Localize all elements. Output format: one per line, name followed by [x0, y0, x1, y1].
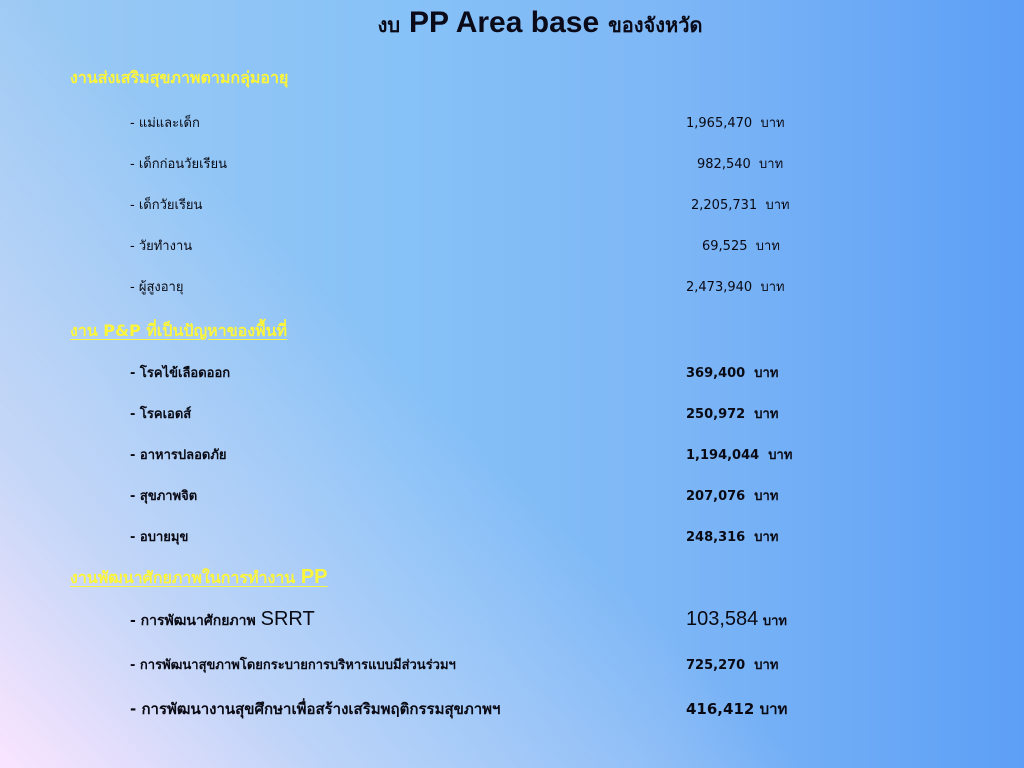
budget-item-amount: 103,584 บาท [686, 608, 787, 630]
budget-item-label: - อบายมุข [130, 530, 189, 545]
budget-row [0, 608, 1024, 632]
slide-title [0, 6, 1024, 41]
budget-item-amount: 1,965,470 บาท [686, 116, 785, 131]
budget-item-label: - วัยทำงาน [130, 239, 193, 254]
budget-item-amount: 1,194,044 บาท [686, 448, 793, 463]
budget-item-amount: 369,400 บาท [686, 366, 779, 381]
budget-item-label: - แม่และเด็ก [130, 116, 200, 131]
budget-item-label: - ผู้สูงอายุ [130, 280, 184, 295]
budget-item-label: - โรคไข้เลือดออก [130, 366, 231, 381]
section-heading-age-groups: งานส่งเสริมสุขภาพตามกลุ่มอายุ [70, 68, 289, 87]
budget-row [0, 194, 1024, 218]
budget-row [0, 112, 1024, 136]
budget-item-amount: 69,525 บาท [702, 239, 780, 254]
budget-item-amount: 982,540 บาท [697, 157, 784, 172]
budget-item-amount: 416,412 บาท [686, 700, 788, 718]
budget-item-label: - อาหารปลอดภัย [130, 448, 227, 463]
budget-row [0, 153, 1024, 177]
budget-row [0, 235, 1024, 259]
budget-item-amount: 2,473,940 บาท [686, 280, 785, 295]
section-heading-area-problems: งาน P&P ที่เป็นปัญหาของพื้นที่ [70, 321, 288, 340]
budget-row [0, 362, 1024, 386]
budget-row [0, 697, 1024, 721]
heading-suffix-pp: PP [300, 566, 328, 588]
budget-item-label: - การพัฒนาศักยภาพ SRRT [130, 608, 315, 630]
budget-item-amount: 207,076 บาท [686, 489, 779, 504]
title-main: PP Area base [409, 6, 600, 39]
budget-item-amount: 725,270 บาท [686, 658, 779, 673]
budget-item-amount: 250,972 บาท [686, 407, 779, 422]
budget-item-label: - เด็กวัยเรียน [130, 198, 203, 213]
budget-row [0, 403, 1024, 427]
budget-item-amount: 2,205,731 บาท [691, 198, 790, 213]
title-prefix: งบ [377, 13, 401, 37]
budget-item-amount: 248,316 บาท [686, 530, 779, 545]
budget-item-label: - การพัฒนาสุขภาพโดยกระบายการบริหารแบบมีส่วนร่วมฯ [130, 658, 456, 673]
section-heading-pp-capacity: งานพัฒนาศักยภาพในการทำงาน PP [70, 566, 328, 588]
budget-item-label: - สุขภาพจิต [130, 489, 198, 504]
title-suffix: ของจังหวัด [608, 13, 703, 37]
budget-row [0, 654, 1024, 678]
budget-row [0, 276, 1024, 300]
budget-item-label: - โรคเอดส์ [130, 407, 192, 422]
budget-row [0, 485, 1024, 509]
budget-item-label: - การพัฒนางานสุขศึกษาเพื่อสร้างเสริมพฤติกรรมสุขภาพฯ [130, 700, 501, 718]
budget-row [0, 444, 1024, 468]
budget-item-label: - เด็กก่อนวัยเรียน [130, 157, 227, 172]
budget-row [0, 526, 1024, 550]
